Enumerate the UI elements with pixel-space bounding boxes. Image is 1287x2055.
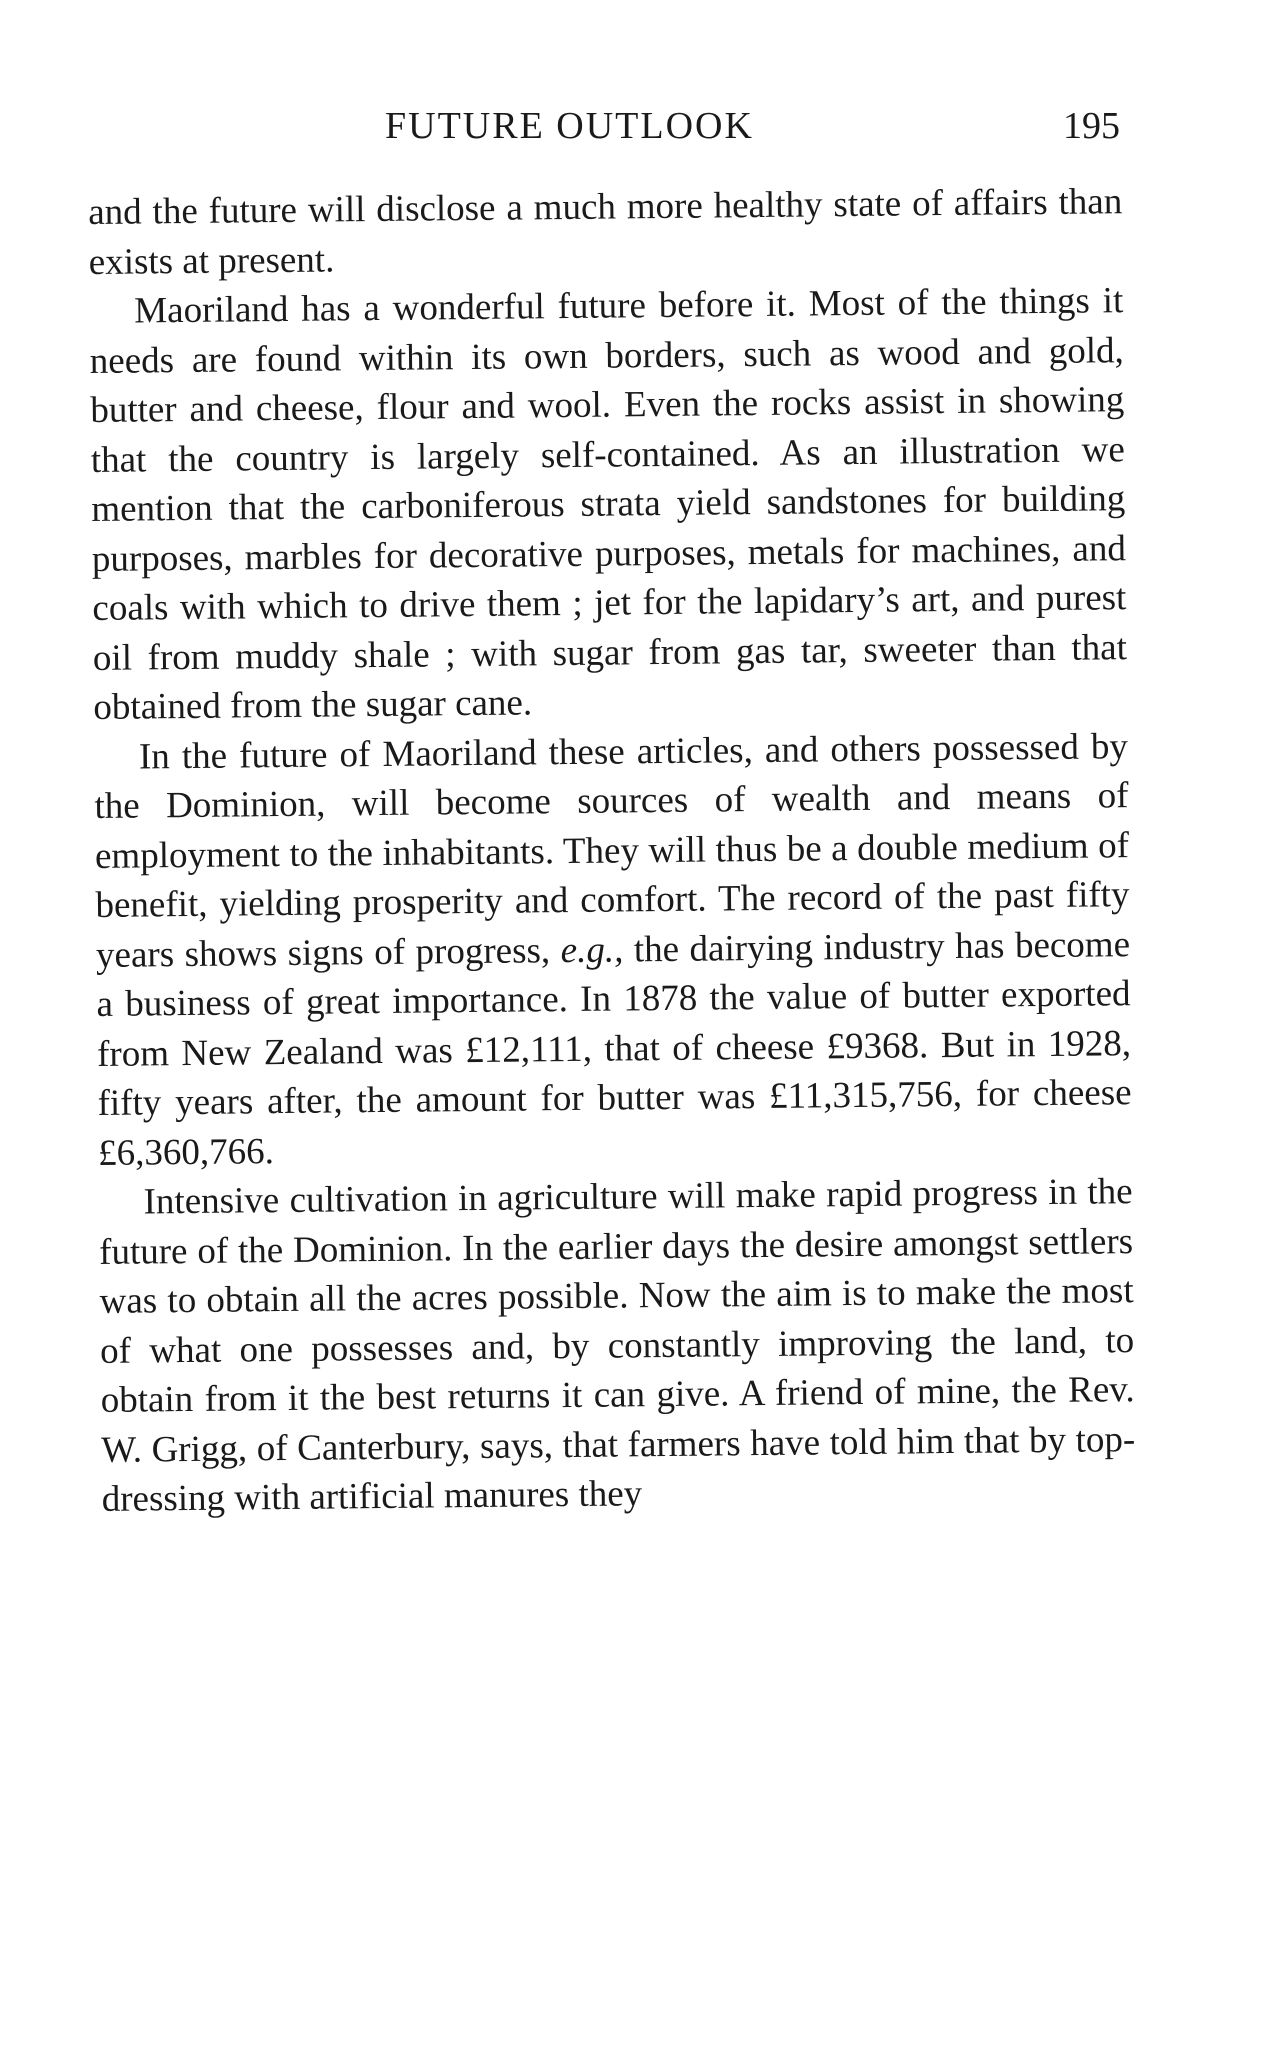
paragraph-dairying-part-1: In the future of Maoriland these articles, and others possessed by the Dominion, will become sources of wealth and means of employment to the inhabitants. They will thus be a double medium of benefit, yielding prosperity and comfort. The record of the past fifty years shows signs of progress, xyxy=(94,725,1130,976)
abbreviation-eg: e.g., xyxy=(560,928,624,971)
paragraph-dairying-part-2: the dairying industry has become a business of great importance. In 1878 the value of butter exported from New Zealand was £12,111, that of cheese £9368. But in 1928, fifty years after, the amount for butter was £11,315,756, for cheese £6,360,766. xyxy=(96,923,1132,1174)
paragraph-dairying xyxy=(94,722,1133,1178)
page-header xyxy=(90,104,1120,156)
paragraph-intensive-cultivation: Intensive cultivation in agriculture will make rapid progress in the future of the Dominion. In the earlier days the desire amongst settlers was to obtain all the acres possible. Now the aim is to make the most of what one possesses and, by constantly improving the land, to obtain from it the best returns it can give. A friend of mine, the Rev. W. Grigg, of Canterbury, says, that farmers have told him that by top-dressing with artificial manures they xyxy=(98,1171,1136,1520)
running-title: FUTURE OUTLOOK xyxy=(385,105,754,147)
paragraph-maoriland-future: Maoriland has a wonderful future before it. Most of the things it needs are found within its own borders, such as wood and gold, butter and cheese, flour and wool. Even the rocks assist in showing that the country is largely self-contained. As an illustration we mention that the carboniferous strata yield sandstones for building purposes, marbles for decorative purposes, metals for machines, and coals with which to drive them ; jet for the lapidary’s art, and purest oil from muddy shale ; with sugar from gas tar, sweeter than that obtained from the sugar cane. xyxy=(89,280,1128,728)
page-number: 195 xyxy=(1063,105,1120,147)
body-text xyxy=(88,177,1136,1524)
paragraph-continuation: and the future will disclose a much more healthy state of affairs than exists at present. xyxy=(88,181,1123,283)
